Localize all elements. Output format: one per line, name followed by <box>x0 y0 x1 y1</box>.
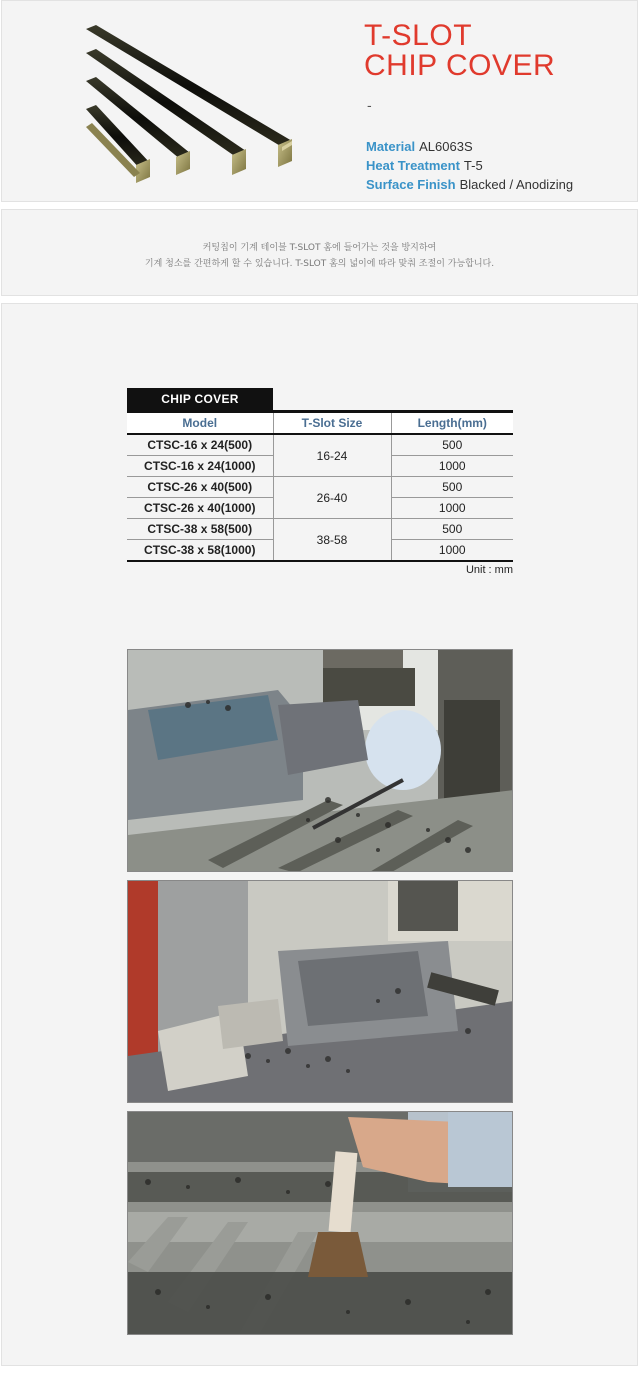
product-header-panel <box>1 0 638 202</box>
spec-value: Blacked / Anodizing <box>459 177 574 192</box>
description-panel <box>1 209 638 296</box>
title-line-2: CHIP COVER <box>364 49 556 82</box>
chip-cover-table-section <box>127 388 513 576</box>
model-cell: CTSC-38 x 58(1000) <box>127 540 273 562</box>
tslot-size-cell: 16-24 <box>273 434 391 477</box>
machining-photo-1 <box>127 649 513 872</box>
length-cell: 500 <box>391 434 513 456</box>
title-dash: - <box>367 97 372 113</box>
table-header-row <box>127 412 513 435</box>
spec-key: Material <box>366 139 416 154</box>
table-tab-label: CHIP COVER <box>127 388 273 410</box>
chip-cover-product-image <box>82 23 294 185</box>
model-cell: CTSC-38 x 58(500) <box>127 519 273 540</box>
model-cell: CTSC-16 x 24(500) <box>127 434 273 456</box>
spec-key: Surface Finish <box>366 177 456 192</box>
length-cell: 500 <box>391 519 513 540</box>
spec-list <box>366 137 573 194</box>
spec-heat-treatment <box>366 156 573 175</box>
machining-photo-2 <box>127 880 513 1103</box>
spec-value: AL6063S <box>419 139 473 154</box>
spec-key: Heat Treatment <box>366 158 460 173</box>
length-cell: 1000 <box>391 456 513 477</box>
spec-value: T-5 <box>463 158 483 173</box>
description-line-2: 기계 청소를 간편하게 할 수 있습니다. T-SLOT 홈의 넓이에 따라 맞춰 조절이 가능합니다. <box>144 259 495 269</box>
model-cell: CTSC-26 x 40(1000) <box>127 498 273 519</box>
length-cell: 1000 <box>391 540 513 562</box>
spec-surface-finish <box>366 175 573 194</box>
title-line-1: T-SLOT <box>364 19 473 52</box>
table-row <box>127 519 513 540</box>
header-length: Length(mm) <box>391 412 513 435</box>
tslot-size-cell: 38-58 <box>273 519 391 562</box>
tslot-size-cell: 26-40 <box>273 477 391 519</box>
model-cell: CTSC-26 x 40(500) <box>127 477 273 498</box>
header-model: Model <box>127 412 273 435</box>
chip-cover-table <box>127 410 513 562</box>
spec-table-panel <box>1 303 638 1366</box>
product-title <box>364 21 555 81</box>
description-line-1: 커팅칩이 기계 테이블 T-SLOT 홈에 들어가는 것을 방지하여 <box>202 243 437 253</box>
machining-photo-3 <box>127 1111 513 1335</box>
unit-note: Unit : mm <box>465 564 513 576</box>
spec-material <box>366 137 573 156</box>
description-text <box>2 240 637 272</box>
table-row <box>127 434 513 456</box>
length-cell: 500 <box>391 477 513 498</box>
model-cell: CTSC-16 x 24(1000) <box>127 456 273 477</box>
header-tslot-size: T-Slot Size <box>273 412 391 435</box>
length-cell: 1000 <box>391 498 513 519</box>
table-row <box>127 477 513 498</box>
